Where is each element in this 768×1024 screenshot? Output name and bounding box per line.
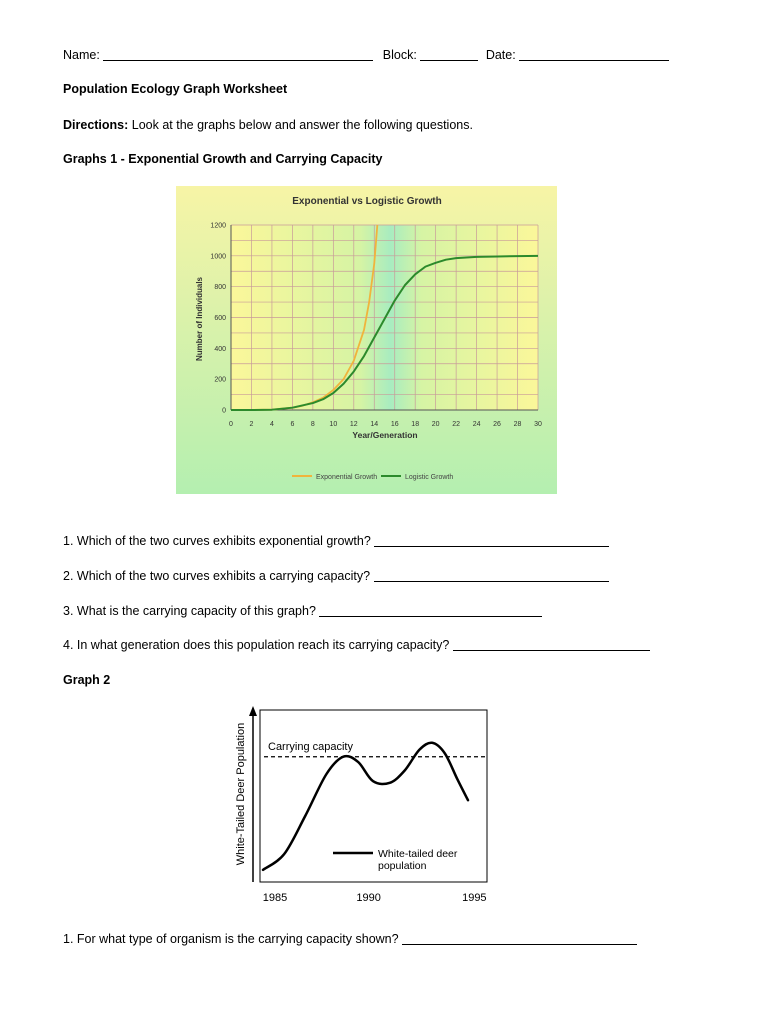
- question-1-4: [63, 638, 650, 652]
- x-tick-label: 28: [513, 421, 522, 428]
- x-tick-label: 14: [370, 421, 379, 428]
- legend-label-exponential: Exponential Growth: [316, 474, 378, 481]
- carrying-capacity-label: Carrying capacity: [268, 741, 353, 753]
- section2-heading: Graph 2: [63, 673, 111, 687]
- block-label: Block:: [382, 48, 417, 62]
- question-1-2: [63, 569, 609, 583]
- question-1-3: [63, 604, 542, 618]
- legend-label-deer: White-tailed deer population: [378, 848, 458, 872]
- y-tick-label: 0: [222, 407, 226, 415]
- chart1-title: Exponential vs Logistic Growth: [292, 196, 442, 207]
- name-label: Name:: [63, 48, 100, 62]
- question-1-1: [63, 534, 609, 548]
- y-tick-label: 800: [214, 284, 226, 292]
- x-tick-label: 4: [269, 421, 274, 428]
- x-tick-label: 24: [472, 421, 481, 428]
- x-tick-label: 10: [329, 421, 338, 428]
- x-tick-label: 12: [349, 421, 358, 428]
- x-tick-label: 26: [493, 421, 501, 428]
- chart2-x-tick-label: 1990: [356, 892, 381, 904]
- chart2-legend: [333, 848, 458, 872]
- section1-heading: Graphs 1 - Exponential Growth and Carrying Capacity: [63, 152, 383, 166]
- directions-label: Directions:: [63, 118, 129, 132]
- x-tick-label: 16: [390, 421, 399, 428]
- answer-field-2-1[interactable]: [402, 932, 637, 945]
- x-tick-label: 18: [411, 421, 420, 428]
- x-tick-label: 20: [431, 421, 440, 428]
- deer-population-chart: [228, 700, 498, 910]
- y-tick-label: 200: [214, 376, 226, 384]
- answer-field-1-2[interactable]: [374, 569, 609, 582]
- question-1-3-text: 3. What is the carrying capacity of this graph?: [63, 604, 316, 618]
- chart2-ylabel: White-Tailed Deer Population: [235, 722, 247, 866]
- chart1-legend: [292, 474, 453, 481]
- chart2-x-tick-label: 1985: [262, 892, 288, 904]
- question-1-1-text: 1. Which of the two curves exhibits exponential growth?: [63, 534, 371, 548]
- worksheet-title: Population Ecology Graph Worksheet: [63, 82, 288, 96]
- x-tick-label: 6: [290, 421, 295, 428]
- y-tick-label: 400: [214, 345, 226, 353]
- answer-field-1-3[interactable]: [319, 604, 542, 617]
- name-field[interactable]: [103, 48, 373, 61]
- block-field[interactable]: [420, 48, 478, 61]
- chart1-xlabel: Year/Generation: [352, 430, 418, 440]
- chart1-ylabel: Number of Individuals: [195, 276, 204, 362]
- header-line: [63, 48, 669, 62]
- x-tick-label: 22: [452, 421, 461, 428]
- y-tick-label: 600: [214, 315, 226, 322]
- question-1-4-text: 4. In what generation does this population reach its carrying capacity?: [63, 638, 450, 652]
- answer-field-1-1[interactable]: [374, 534, 609, 547]
- x-tick-label: 8: [310, 421, 315, 428]
- directions: [63, 118, 473, 132]
- y-tick-label: 1200: [210, 222, 226, 230]
- y-axis-arrow-icon: [249, 706, 257, 716]
- y-tick-label: 1000: [210, 253, 226, 261]
- legend-label-logistic: Logistic Growth: [405, 474, 454, 481]
- x-tick-label: 0: [229, 421, 233, 428]
- chart2-x-tick-label: 1995: [462, 892, 487, 904]
- exponential-logistic-chart: [176, 186, 557, 494]
- question-2-1: [63, 932, 637, 946]
- answer-field-1-4[interactable]: [453, 638, 650, 651]
- date-field[interactable]: [519, 48, 669, 61]
- date-label: Date:: [485, 48, 516, 62]
- x-tick-label: 30: [534, 421, 542, 428]
- question-1-2-text: 2. Which of the two curves exhibits a carrying capacity?: [63, 569, 371, 583]
- question-2-1-text: 1. For what type of organism is the carrying capacity shown?: [63, 932, 399, 946]
- x-tick-label: 2: [249, 421, 254, 428]
- directions-text: Look at the graphs below and answer the following questions.: [128, 118, 473, 132]
